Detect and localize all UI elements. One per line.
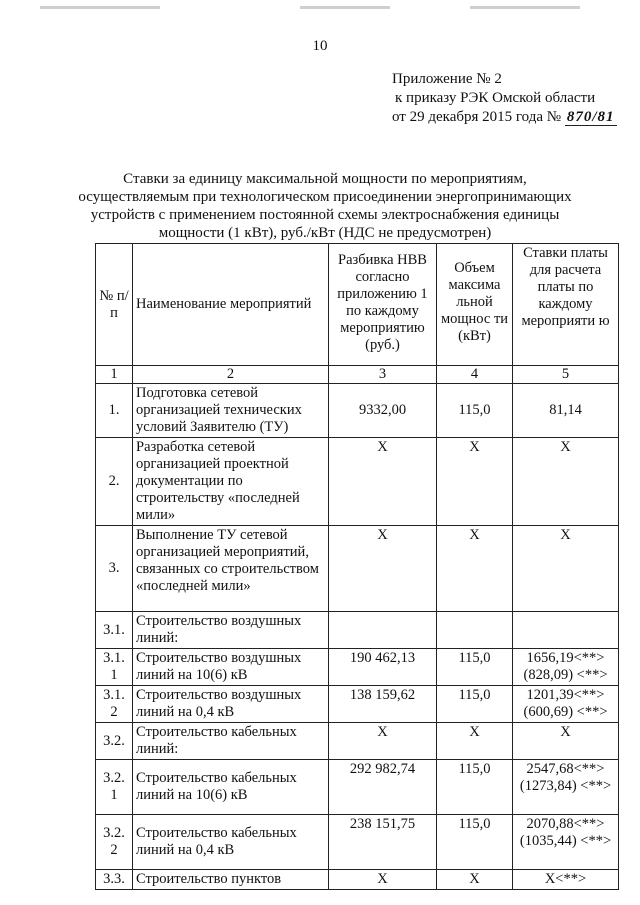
- title-line: устройств с применением постоянной схемы электроснабжения единицы: [90, 207, 560, 223]
- header-num: № п/п: [96, 244, 133, 366]
- row-nvv: [329, 612, 437, 649]
- row-nvv: Х: [329, 870, 437, 890]
- column-index-row: [96, 366, 619, 384]
- row-name: Подготовка сетевой организацией технических условий Заявителю (ТУ): [133, 384, 329, 438]
- row-name: Выполнение ТУ сетевой организацией мероприятий, связанных со строительством «последней мили»: [133, 526, 329, 612]
- title-line: Ставки за единицу максимальной мощности по мероприятиям,: [123, 171, 527, 187]
- row-rate: Х<**>: [513, 870, 619, 890]
- row-nvv: 138 159,62: [329, 686, 437, 723]
- row-num: 3.2.: [96, 723, 133, 760]
- row-volume: 115,0: [437, 384, 513, 438]
- row-num: 3.2. 1: [96, 760, 133, 815]
- row-num: 3.1. 2: [96, 686, 133, 723]
- row-name: Разработка сетевой организацией проектной документации по строительству «последней мили»: [133, 438, 329, 526]
- index-cell: 1: [96, 366, 133, 384]
- table-row: [96, 760, 619, 815]
- page-number: 10: [312, 38, 328, 54]
- row-num: 3.2. 2: [96, 815, 133, 870]
- row-volume: Х: [437, 438, 513, 526]
- table-row: [96, 686, 619, 723]
- row-name: Строительство воздушных линий:: [133, 612, 329, 649]
- table-header-row: [96, 244, 619, 366]
- header-name: Наименование мероприятий: [133, 244, 329, 366]
- appendix-line: Приложение № 2: [392, 71, 502, 87]
- scan-artifact: [40, 6, 160, 9]
- index-cell: 2: [133, 366, 329, 384]
- row-volume: [437, 612, 513, 649]
- row-num: 3.1. 1: [96, 649, 133, 686]
- row-name: Строительство кабельных линий на 0,4 кВ: [133, 815, 329, 870]
- table-row: [96, 438, 619, 526]
- row-name: Строительство кабельных линий на 10(6) кВ: [133, 760, 329, 815]
- table-row: [96, 649, 619, 686]
- row-rate: 1201,39<**> (600,69) <**>: [513, 686, 619, 723]
- row-volume: Х: [437, 526, 513, 612]
- index-cell: 3: [329, 366, 437, 384]
- row-rate: 2547,68<**> (1273,84) <**>: [513, 760, 619, 815]
- appendix-header: [392, 70, 617, 127]
- row-nvv: 9332,00: [329, 384, 437, 438]
- order-number-handwritten: 870/81: [566, 109, 615, 125]
- rates-table: [95, 243, 619, 890]
- scan-artifact: [470, 6, 580, 9]
- row-nvv: 238 151,75: [329, 815, 437, 870]
- row-volume: Х: [437, 723, 513, 760]
- header-rate: Ставки платы для расчета платы по каждому мероприяти ю: [513, 244, 619, 366]
- table-row: [96, 526, 619, 612]
- header-nvv: Разбивка НВВ согласно приложению 1 по каждому мероприятию (руб.): [329, 244, 437, 366]
- row-name: Строительство воздушных линий на 10(6) кВ: [133, 649, 329, 686]
- table-row: [96, 723, 619, 760]
- row-rate: Х: [513, 723, 619, 760]
- table-row: [96, 612, 619, 649]
- row-rate: Х: [513, 438, 619, 526]
- row-nvv: 292 982,74: [329, 760, 437, 815]
- appendix-line: к приказу РЭК Омской области: [395, 90, 596, 106]
- row-num: 3.1.: [96, 612, 133, 649]
- row-volume: 115,0: [437, 815, 513, 870]
- row-num: 2.: [96, 438, 133, 526]
- row-rate: Х: [513, 526, 619, 612]
- row-rate: 81,14: [513, 384, 619, 438]
- row-volume: 115,0: [437, 686, 513, 723]
- row-nvv: Х: [329, 723, 437, 760]
- row-volume: 115,0: [437, 760, 513, 815]
- row-name: Строительство воздушных линий на 0,4 кВ: [133, 686, 329, 723]
- row-nvv: Х: [329, 526, 437, 612]
- row-name: Строительство кабельных линий:: [133, 723, 329, 760]
- index-cell: 5: [513, 366, 619, 384]
- scan-artifact: [300, 6, 390, 9]
- appendix-line: [392, 108, 617, 127]
- appendix-date: от 29 декабря 2015 года №: [392, 109, 562, 125]
- table-row: [96, 870, 619, 890]
- title-line: мощности (1 кВт), руб./кВт (НДС не предусмотрен): [158, 225, 492, 241]
- row-num: 3.: [96, 526, 133, 612]
- row-volume: 115,0: [437, 649, 513, 686]
- row-num: 1.: [96, 384, 133, 438]
- row-volume: Х: [437, 870, 513, 890]
- document-title: [60, 170, 590, 242]
- row-nvv: 190 462,13: [329, 649, 437, 686]
- row-nvv: Х: [329, 438, 437, 526]
- header-volume: Объем максима льной мощнос ти (кВт): [437, 244, 513, 366]
- row-rate: 2070,88<**> (1035,44) <**>: [513, 815, 619, 870]
- row-num: 3.3.: [96, 870, 133, 890]
- index-cell: 4: [437, 366, 513, 384]
- table-row: [96, 815, 619, 870]
- row-rate: 1656,19<**> (828,09) <**>: [513, 649, 619, 686]
- row-rate: [513, 612, 619, 649]
- row-name: Строительство пунктов: [133, 870, 329, 890]
- table-row: [96, 384, 619, 438]
- title-line: осуществляемым при технологическом присоединении энергопринимающих: [78, 189, 572, 205]
